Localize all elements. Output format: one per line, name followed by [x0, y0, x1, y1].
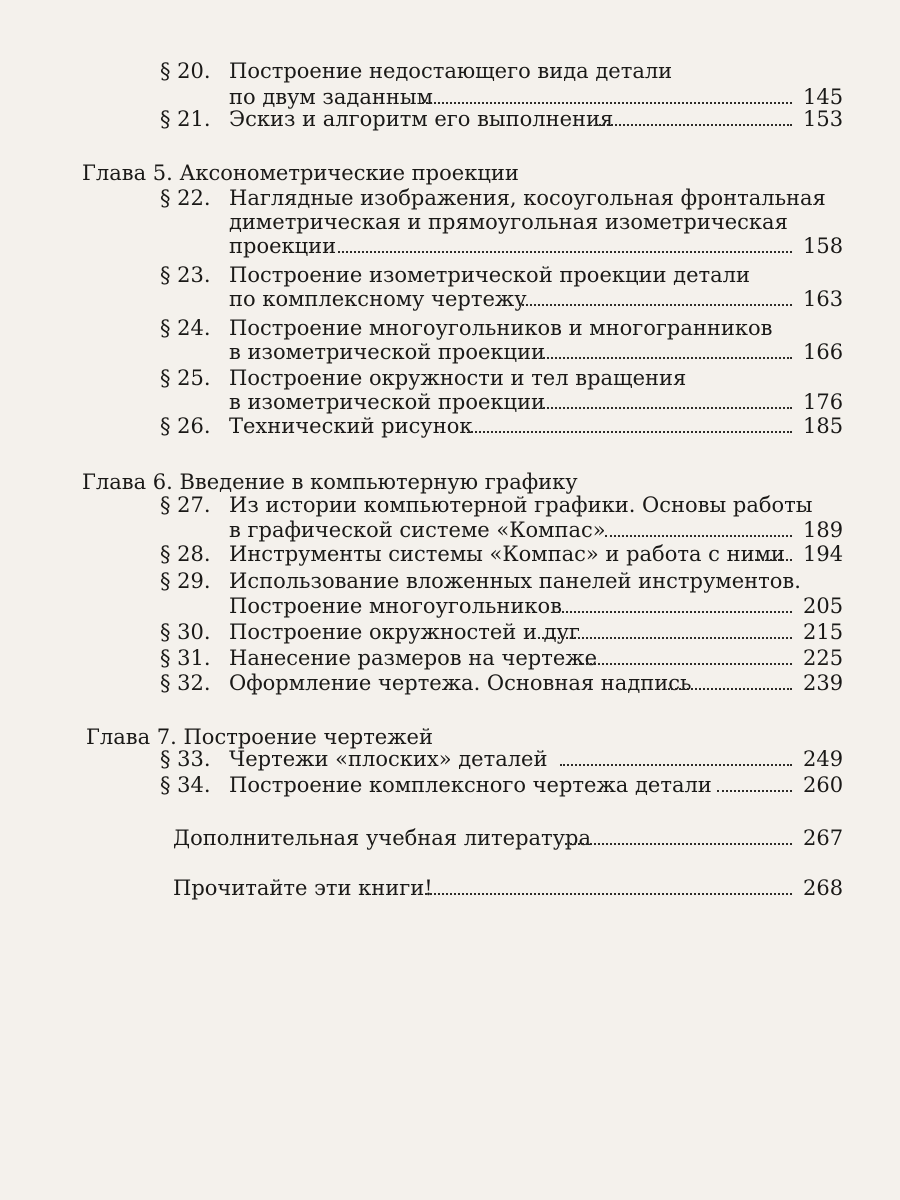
toc-entry-s26[interactable] [0, 413, 900, 439]
page-number: 176 [803, 390, 844, 414]
page-number: 185 [803, 414, 844, 438]
dot-leader [565, 843, 792, 845]
dot-leader [540, 357, 792, 359]
page-number: 239 [803, 671, 844, 695]
section-title: Построение окружностей и дуг [229, 620, 580, 644]
page-number: 205 [803, 594, 844, 618]
toc-entry-s27-cont[interactable] [0, 517, 900, 543]
toc-entry-s29-cont[interactable] [0, 593, 900, 619]
section-title: Использование вложенных панелей инструментов. [229, 569, 801, 593]
section-number: § 24. [160, 316, 211, 340]
toc-entry-s25[interactable] [0, 365, 900, 391]
section-title: Чертежи «плоских» деталей [229, 747, 548, 771]
page-number: 260 [803, 773, 844, 797]
section-number: § 22. [160, 186, 211, 210]
toc-entry-s25-cont[interactable] [0, 389, 900, 415]
section-number: § 25. [160, 366, 211, 390]
section-title-cont: в графической системе «Компас» [229, 518, 606, 542]
dot-leader [755, 559, 792, 561]
toc-entry-s20[interactable] [0, 58, 900, 84]
toc-entry-literature[interactable] [0, 825, 900, 851]
chapter-heading-5[interactable] [0, 160, 900, 186]
section-title-cont: в изометрической проекции [229, 390, 546, 414]
page-number: 249 [803, 747, 844, 771]
section-number: § 33. [160, 747, 211, 771]
section-title: Построение комплексного чертежа детали [229, 773, 712, 797]
page-number: 145 [803, 85, 844, 109]
toc-entry-s24[interactable] [0, 315, 900, 341]
section-title: Из истории компьютерной графики. Основы работы [229, 493, 813, 517]
dot-leader [468, 431, 792, 433]
section-number: § 20. [160, 59, 211, 83]
page-number: 215 [803, 620, 844, 644]
page-number: 166 [803, 340, 844, 364]
section-number: § 30. [160, 620, 211, 644]
section-number: § 29. [160, 569, 211, 593]
section-title: Построение изометрической проекции детали [229, 263, 751, 287]
section-number: § 32. [160, 671, 211, 695]
toc-entry-s22-cont2[interactable] [0, 233, 900, 259]
section-title-cont: диметрическая и прямоугольная изометрическая [229, 210, 788, 234]
section-number: § 28. [160, 542, 211, 566]
section-number: § 21. [160, 107, 211, 131]
toc-entry-s27[interactable] [0, 492, 900, 518]
section-title: Построение многоугольников и многогранников [229, 316, 773, 340]
page-number: 194 [803, 542, 844, 566]
section-number: § 23. [160, 263, 211, 287]
section-title: Построение недостающего вида детали [229, 59, 673, 83]
toc-entry-s23-cont[interactable] [0, 286, 900, 312]
toc-entry-books[interactable] [0, 875, 900, 901]
section-number: § 27. [160, 493, 211, 517]
section-title-cont: по двум заданным [229, 85, 433, 109]
entry-title: Прочитайте эти книги! [173, 876, 433, 900]
page-number: 225 [803, 646, 844, 670]
page-number: 267 [803, 826, 844, 850]
toc-entry-s28[interactable] [0, 541, 900, 567]
section-title: Инструменты системы «Компас» и работа с ними [229, 542, 785, 566]
section-number: § 34. [160, 773, 211, 797]
dot-leader [519, 304, 792, 306]
entry-title: Дополнительная учебная литература [173, 826, 591, 850]
page-number: 158 [803, 234, 844, 258]
chapter-title: Глава 6. Введение в компьютерную графику [82, 470, 578, 494]
toc-entry-s22[interactable] [0, 185, 900, 211]
toc-entry-s31[interactable] [0, 645, 900, 671]
page-number: 153 [803, 107, 844, 131]
dot-leader [425, 893, 792, 895]
dot-leader [596, 124, 792, 126]
section-title: Оформление чертежа. Основная надпись [229, 671, 692, 695]
dot-leader [422, 102, 792, 104]
toc-entry-s29[interactable] [0, 568, 900, 594]
section-title: Технический рисунок [229, 414, 473, 438]
dot-leader [605, 535, 792, 537]
page-number: 268 [803, 876, 844, 900]
toc-entry-s30[interactable] [0, 619, 900, 645]
dot-leader [553, 611, 792, 613]
section-title-cont: по комплексному чертежу [229, 287, 527, 311]
chapter-title: Глава 5. Аксонометрические проекции [82, 161, 519, 185]
section-title: Построение окружности и тел вращения [229, 366, 687, 390]
toc-entry-s21[interactable] [0, 106, 900, 132]
dot-leader [338, 251, 792, 253]
section-title-cont: проекции [229, 234, 337, 258]
section-number: § 31. [160, 646, 211, 670]
chapter-title: Глава 7. Построение чертежей [86, 725, 433, 749]
section-title: Наглядные изображения, косоугольная фронтальная [229, 186, 826, 210]
dot-leader [717, 790, 792, 792]
page-number: 163 [803, 287, 844, 311]
section-title-cont: в изометрической проекции [229, 340, 546, 364]
toc-entry-s23[interactable] [0, 262, 900, 288]
page-number: 189 [803, 518, 844, 542]
dot-leader [579, 663, 792, 665]
dot-leader [560, 764, 792, 766]
toc-entry-s32[interactable] [0, 670, 900, 696]
section-title: Эскиз и алгоритм его выполнения [229, 107, 614, 131]
toc-entry-s22-cont[interactable] [0, 209, 900, 235]
toc-entry-s24-cont[interactable] [0, 339, 900, 365]
section-number: § 26. [160, 414, 211, 438]
section-title-cont: Построение многоугольников [229, 594, 562, 618]
dot-leader [668, 688, 792, 690]
toc-entry-s34[interactable] [0, 772, 900, 798]
section-title: Нанесение размеров на чертеже [229, 646, 598, 670]
dot-leader [540, 407, 792, 409]
toc-entry-s33[interactable] [0, 746, 900, 772]
dot-leader [538, 637, 792, 639]
